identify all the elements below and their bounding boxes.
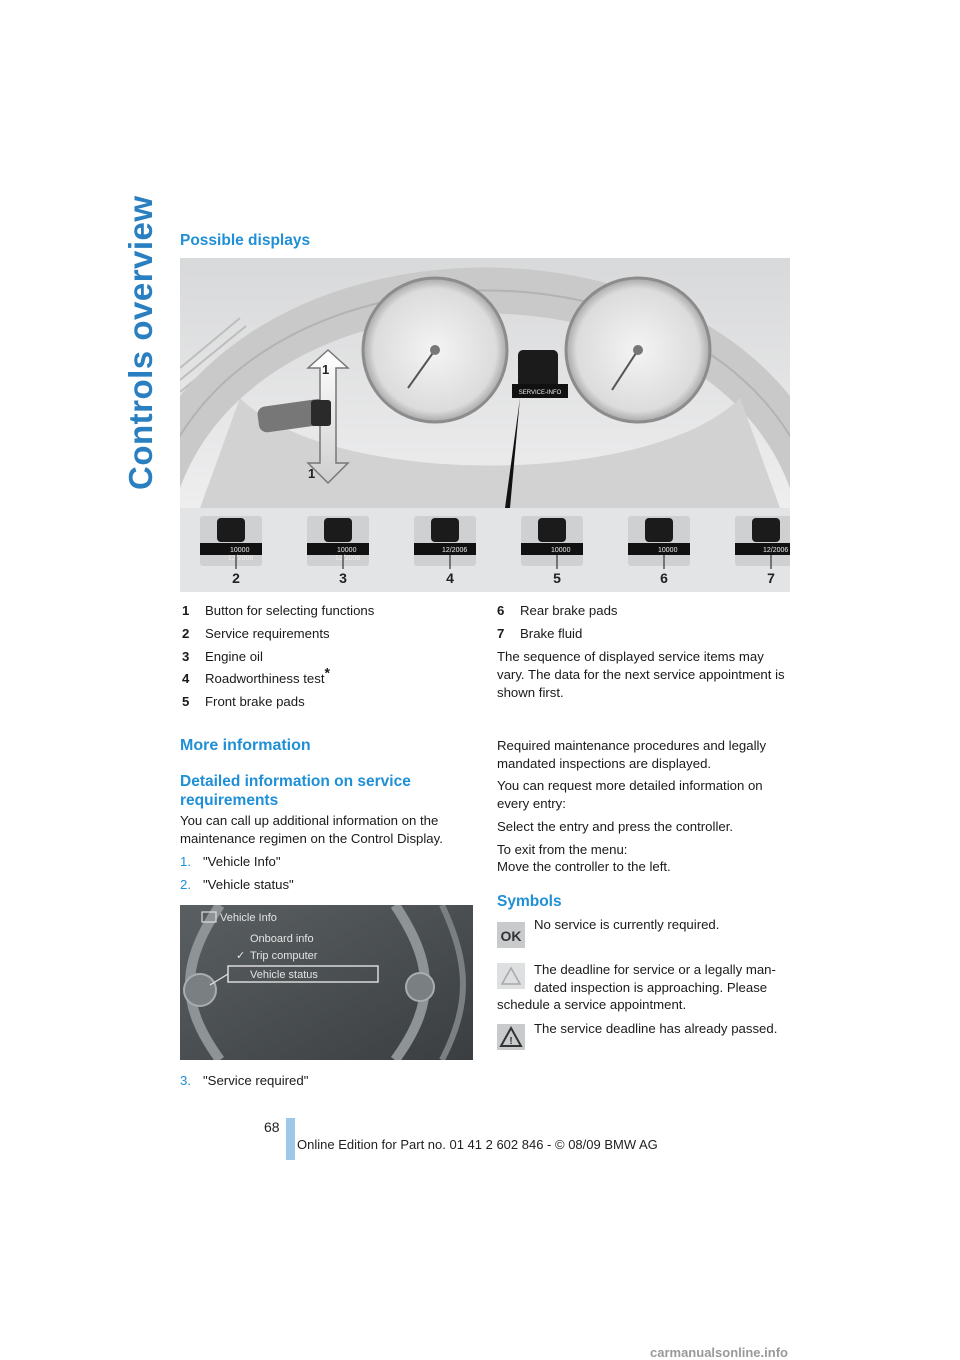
symbol-approaching-line-1: The deadline for service or a legally man- (534, 962, 776, 977)
panel-callout-number: 7 (767, 570, 775, 586)
sequence-note: The sequence of displayed service items may vary. The data for the next service appointment is shown first. (497, 649, 785, 700)
service-symbol-icon (752, 518, 780, 542)
panel-reading: 10000 (337, 547, 357, 554)
right-paragraph-2: You can request more detailed information on every entry: (497, 778, 763, 811)
detailed-info-subheading: Detailed information on service requirements (180, 773, 411, 809)
right-paragraph-1: Required maintenance procedures and legally mandated inspections are displayed. (497, 738, 767, 771)
panel-date: 12/2006 (442, 547, 468, 554)
menu-vehicle-status: Vehicle status (250, 969, 318, 981)
page-number: 68 (264, 1119, 280, 1135)
service-symbol-icon (538, 518, 566, 542)
service-symbol-icon (217, 518, 245, 542)
intro-paragraph: You can call up additional information on the maintenance regimen on the Control Display. (180, 813, 443, 846)
legend-item-3: 3 Engine oil (182, 649, 263, 664)
service-symbol-icon (645, 518, 673, 542)
possible-displays-heading: Possible displays (180, 232, 311, 249)
panel-callout-number: 6 (660, 570, 668, 586)
symbol-approaching-line-2: dated inspection is approaching. Please (534, 980, 768, 995)
step-1: 1. "Vehicle Info" (180, 854, 281, 869)
ok-icon-label: OK (500, 928, 522, 944)
svg-text:✓: ✓ (236, 950, 246, 962)
menu-trip-computer: Trip computer (250, 950, 318, 962)
legend-item-1: 1 Button for selecting functions (182, 603, 375, 618)
control-display-screenshot (180, 905, 473, 1060)
symbol-approaching-line-3: schedule a service appointment. (497, 997, 687, 1012)
panel-reading: 10000 (658, 547, 678, 554)
optional-asterisk: * (324, 664, 330, 681)
right-paragraph-3: Select the entry and press the controller. (497, 819, 734, 834)
callout-1-top: 1 (322, 362, 330, 377)
service-symbol-icon (324, 518, 352, 542)
step-2: 2. "Vehicle status" (180, 877, 294, 892)
panel-date: 12/2006 (335, 555, 361, 562)
panel-reading: 10000 (551, 547, 571, 554)
symbols-heading: Symbols (497, 893, 562, 910)
more-information-heading: More information (180, 737, 311, 754)
menu-onboard-info: Onboard info (250, 933, 314, 945)
legend-item-2: 2 Service requirements (182, 626, 330, 641)
panel-reading: 10000 (230, 547, 250, 554)
warning-triangle-light-icon (497, 963, 525, 989)
panel-callout-number: 2 (232, 570, 240, 586)
callout-1-bottom: 1 (308, 466, 316, 481)
panel-callout-number: 3 (339, 570, 347, 586)
step-3: 3. "Service required" (180, 1073, 309, 1088)
footer-text: Online Edition for Part no. 01 41 2 602 846 - © 08/09 BMW AG (297, 1137, 658, 1152)
service-info-label: SERVICE-INFO (518, 390, 562, 396)
panel-date: 12/2006 (763, 547, 789, 554)
panel-callout-number: 4 (446, 570, 454, 586)
watermark: carmanualsonline.info (650, 1345, 788, 1360)
symbol-passed-text: The service deadline has already passed. (534, 1021, 778, 1036)
panel-date: 12/2006 (228, 555, 254, 562)
warning-triangle-dark-icon (497, 1024, 525, 1050)
right-paragraph-4b: Move the controller to the left. (497, 859, 671, 874)
footer-accent-bar (286, 1118, 295, 1160)
instrument-cluster-figure (180, 258, 790, 592)
legend-item-6: 6 Rear brake pads (497, 603, 618, 618)
section-title-text: Controls overview (122, 195, 159, 490)
panel-callout-number: 5 (553, 570, 561, 586)
legend-item-5: 5 Front brake pads (182, 694, 305, 709)
service-symbol-icon (431, 518, 459, 542)
svg-text:!: ! (509, 1036, 513, 1047)
screen-title: Vehicle Info (220, 912, 277, 924)
symbol-ok-text: No service is currently required. (534, 917, 720, 932)
ok-icon (497, 922, 525, 948)
right-paragraph-4a: To exit from the menu: (497, 842, 628, 857)
legend-item-7: 7 Brake fluid (497, 626, 583, 641)
legend-item-4: 4 Roadworthiness test* (182, 664, 330, 686)
section-side-title (118, 195, 159, 498)
